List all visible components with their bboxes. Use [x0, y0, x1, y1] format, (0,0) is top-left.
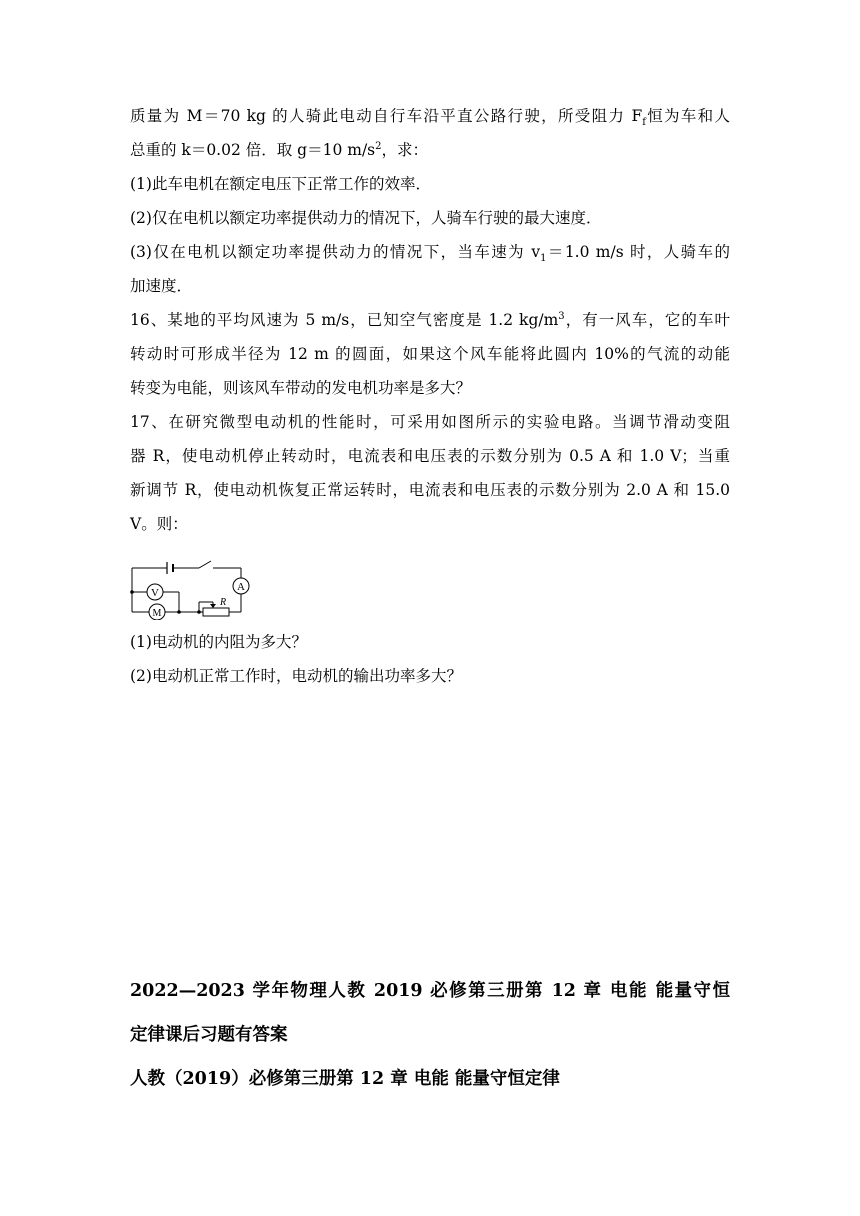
q15-part-3: (3)仅在电机以额定功率提供动力的情况下，当车速为 $v_1=1.0$ m/s 时，人骑车的 — [130, 243, 730, 265]
voltmeter-label: V — [151, 587, 159, 599]
q17-line-2: 器 R，使电动机停止转动时，电流表和电压表的示数分别为 0.5 A 和 1.0 V；当重 — [130, 447, 730, 465]
q17-line-1: 17、在研究微型电动机的性能时，可采用如图所示的实验电路。当调节滑动变阻 — [130, 413, 730, 431]
q17-line-4: V。则： — [130, 515, 188, 533]
rheostat-resistor — [203, 608, 229, 616]
junction-dot-rheostat — [197, 610, 201, 614]
ammeter-label: A — [237, 581, 245, 593]
q16-line-3: 转变为电能，则该风车带动的发电机功率是多大？ — [130, 379, 472, 397]
rheostat-slider-arrowhead — [210, 604, 216, 608]
q17-line-3: 新调节 R，使电动机恢复正常运转时，电流表和电压表的示数分别为 2.0 A 和 15.0 — [130, 481, 730, 499]
junction-dot-bottom — [177, 610, 181, 614]
q15-line-1: 质量为 M＝70 kg 的人骑此电动自行车沿平直公路行驶，所受阻力 $F_f$恒为车和人 — [130, 107, 730, 129]
q15-part-2: (2)仅在电机以额定功率提供动力的情况下，人骑车行驶的最大速度． — [130, 209, 602, 227]
switch-blade — [199, 561, 211, 568]
q16-line-2: 转动时可形成半径为 12 m 的圆面，如果这个风车能将此圆内 10%的气流的动能 — [130, 345, 730, 363]
document-title-line-2: 定律课后习题有答案 — [130, 1025, 288, 1045]
circuit-diagram — [129, 554, 259, 620]
rheostat-label: R — [219, 597, 227, 608]
q17-part-2: (2)电动机正常工作时，电动机的输出功率多大？ — [130, 667, 462, 685]
q15-part-3-cont: 加速度． — [130, 277, 193, 295]
q17-part-1: (1)电动机的内阻为多大？ — [130, 633, 307, 651]
q16-line-1: 16、某地的平均风速为 5 m/s，已知空气密度是 1.2 $kg/m^3$，有一风车，它的车叶 — [130, 310, 730, 329]
q15-line-2: 总重的 k＝0.02 倍．取 g＝10 $m/s^2$，求： — [130, 140, 429, 159]
motor-label: M — [152, 608, 162, 619]
junction-dot-left — [130, 590, 134, 594]
q15-part-1: (1)此车电机在额定电压下正常工作的效率． — [130, 175, 431, 193]
document-subtitle: 人教（2019）必修第三册第 12 章 电能 能量守恒定律 — [130, 1069, 560, 1089]
document-title-line-1: 2022—2023 学年物理人教 2019 必修第三册第 12 章 电能 能量守恒 — [130, 981, 730, 1001]
